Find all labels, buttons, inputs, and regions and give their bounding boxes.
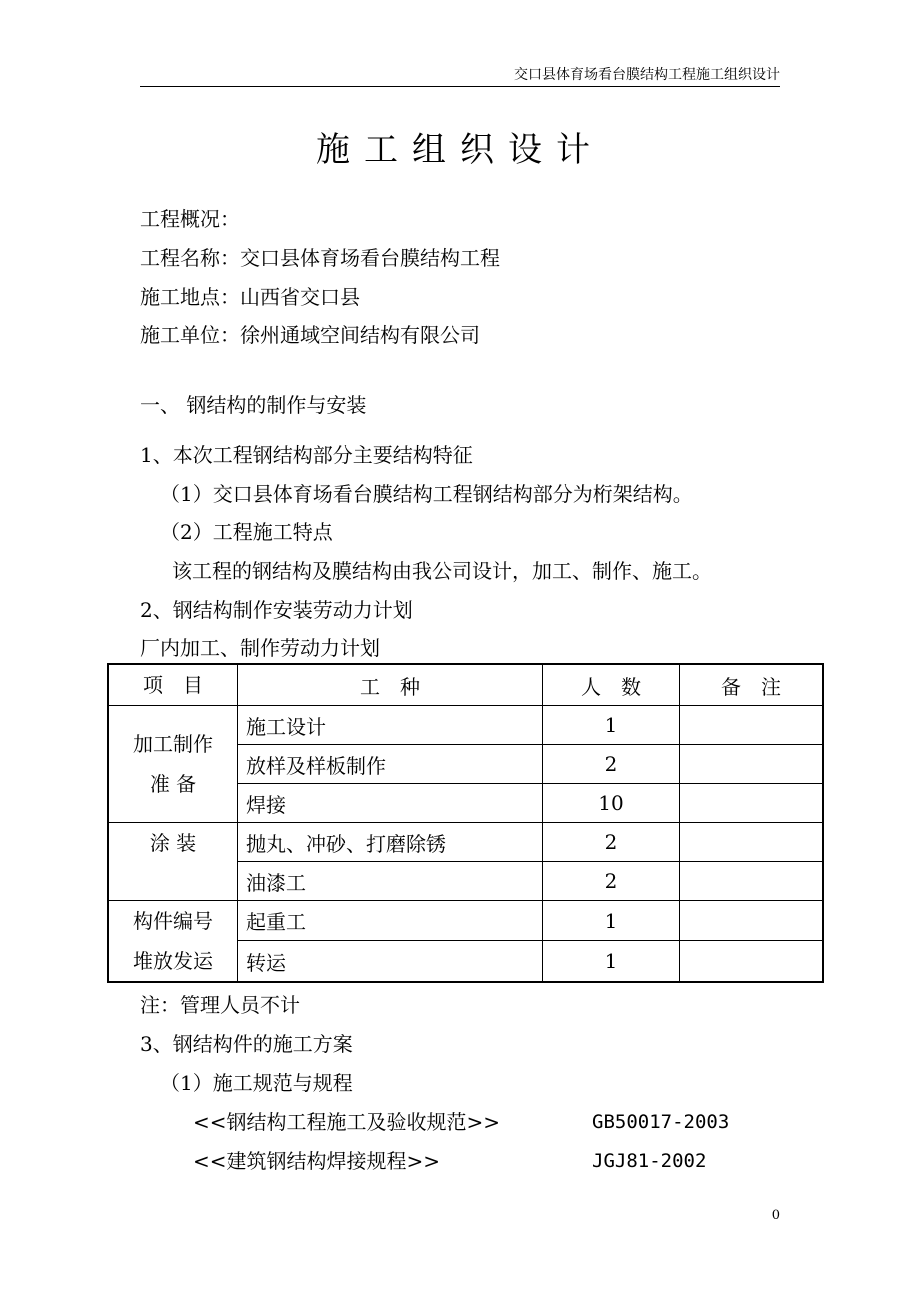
note-cell	[680, 862, 824, 901]
subsection-3: 3、钢结构件的施工方案	[140, 1032, 353, 1056]
table-caption: 厂内加工、制作劳动力计划	[140, 636, 380, 660]
note-cell	[680, 901, 824, 941]
header-type: 工 种	[238, 664, 543, 706]
table-note: 注：管理人员不计	[140, 993, 300, 1017]
group-item-line: 准 备	[149, 772, 197, 796]
labor-plan-table	[107, 663, 824, 983]
note-cell	[680, 941, 824, 982]
running-header: 交口县体育场看台膜结构工程施工组织设计	[514, 67, 780, 83]
header-rule	[140, 86, 780, 87]
type-cell: 施工设计	[238, 706, 543, 745]
group-item-cell	[108, 901, 238, 983]
note-cell	[680, 706, 824, 745]
table-row	[108, 823, 823, 862]
document-title: 施工组织设计	[316, 130, 604, 170]
note-cell	[680, 823, 824, 862]
subsection-1: 1、本次工程钢结构部分主要结构特征	[140, 443, 473, 467]
count-cell: 1	[543, 941, 680, 982]
subsection-1-2-text: 该工程的钢结构及膜结构由我公司设计，加工、制作、施工。	[172, 559, 712, 583]
type-cell: 焊接	[238, 784, 543, 823]
type-cell: 油漆工	[238, 862, 543, 901]
section-heading-1: 一、 钢结构的制作与安装	[140, 393, 367, 417]
table-row	[108, 901, 823, 941]
group-item-line: 堆放发运	[133, 949, 213, 973]
header-note: 备 注	[680, 664, 824, 706]
project-location: 施工地点：山西省交口县	[140, 285, 360, 309]
subsection-1-2: （2）工程施工特点	[160, 520, 333, 544]
table-header-row	[108, 664, 823, 706]
note-cell	[680, 784, 824, 823]
group-item-cell	[108, 706, 238, 823]
subsection-1-1: （1）交口县体育场看台膜结构工程钢结构部分为桁架结构。	[160, 482, 693, 506]
group-item-cell	[108, 823, 238, 901]
contractor: 施工单位：徐州通域空间结构有限公司	[140, 323, 480, 347]
standard-name: <<钢结构工程施工及验收规范>>	[193, 1110, 501, 1134]
count-cell: 2	[543, 862, 680, 901]
header-count: 人 数	[543, 664, 680, 706]
note-cell	[680, 745, 824, 784]
count-cell: 2	[543, 823, 680, 862]
type-cell: 抛丸、冲砂、打磨除锈	[238, 823, 543, 862]
table-row	[108, 706, 823, 745]
group-item-line: 构件编号	[133, 909, 213, 933]
standard-code: GB50017-2003	[592, 1111, 730, 1133]
group-item-line: 涂 装	[149, 831, 197, 855]
type-cell: 起重工	[238, 901, 543, 941]
count-cell: 10	[543, 784, 680, 823]
standard-name: <<建筑钢结构焊接规程>>	[193, 1149, 441, 1173]
count-cell: 2	[543, 745, 680, 784]
subsection-3-1: （1）施工规范与规程	[160, 1071, 353, 1095]
page-number: 0	[771, 1208, 780, 1223]
type-cell: 转运	[238, 941, 543, 982]
standard-code: JGJ81-2002	[592, 1150, 707, 1172]
type-cell: 放样及样板制作	[238, 745, 543, 784]
group-item-line: 加工制作	[133, 732, 213, 756]
count-cell: 1	[543, 706, 680, 745]
subsection-2: 2、钢结构制作安装劳动力计划	[140, 598, 413, 622]
count-cell: 1	[543, 901, 680, 941]
project-name: 工程名称：交口县体育场看台膜结构工程	[140, 246, 500, 270]
header-item: 项 目	[108, 664, 238, 706]
overview-label: 工程概况：	[140, 207, 240, 231]
